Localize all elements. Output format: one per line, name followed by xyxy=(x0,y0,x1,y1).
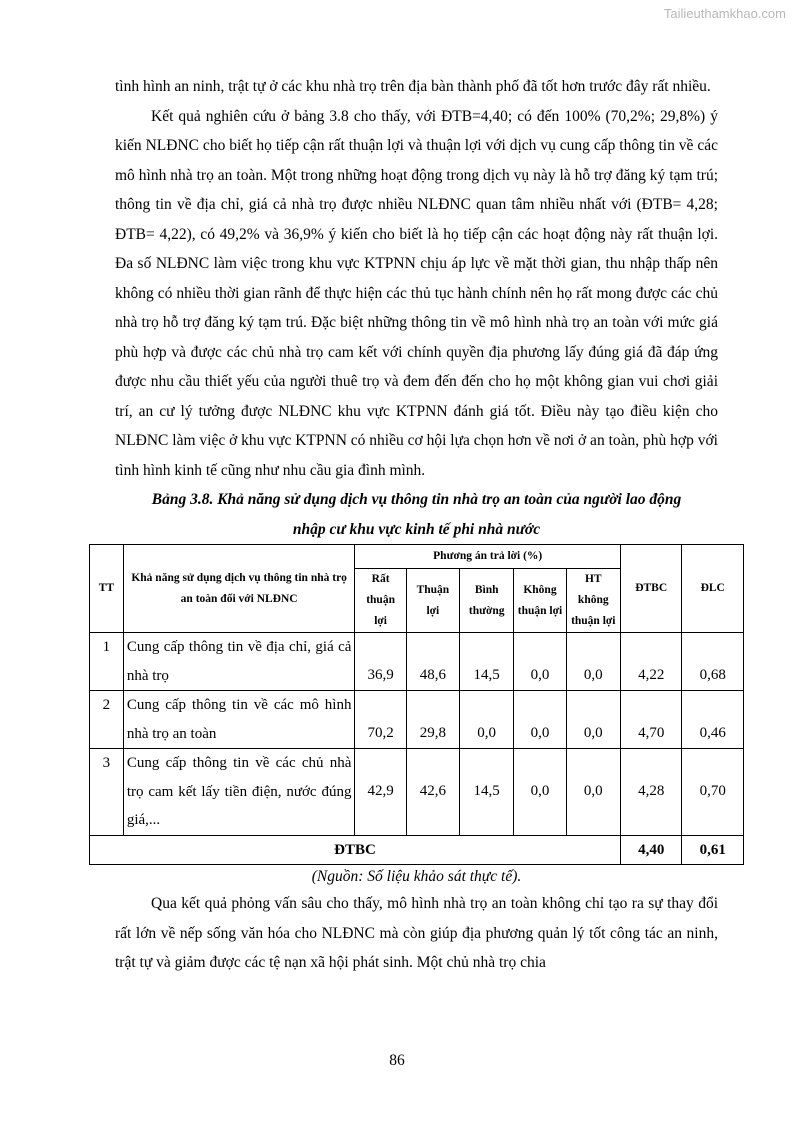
row-dtbc: 4,22 xyxy=(620,633,682,691)
row-dlc: 0,70 xyxy=(682,749,744,836)
row-value: 29,8 xyxy=(406,691,459,749)
header-opt-very-inconvenient: HT không thuận lợi xyxy=(566,569,620,633)
page-number: 86 xyxy=(389,1052,405,1069)
paragraph-3: Qua kết quả phỏng vấn sâu cho thấy, mô hình nhà trọ an toàn không chỉ tạo ra sự thay đổi rất lớn về nếp sống văn hóa cho NLĐNC mà còn giúp địa phương quản lý tốt công tác an ninh, trật tự và giảm được các tệ nạn xã hội phát sinh. Một chủ nhà trọ chia xyxy=(115,895,718,971)
header-dlc: ĐLC xyxy=(682,545,744,633)
row-value: 0,0 xyxy=(566,749,620,836)
paragraph-1: tình hình an ninh, trật tự ở các khu nhà trọ trên địa bàn thành phố đã tốt hơn trước đây rất nhiều. xyxy=(115,78,711,95)
paragraph-2: Kết quả nghiên cứu ở bảng 3.8 cho thấy, với ĐTB=4,40; có đến 100% (70,2%; 29,8%) ý kiến NLĐNC cho biết họ tiếp cận rất thuận lợi và thuận lợi với dịch vụ cung cấp thông tin về các mô hình nhà trọ an toàn. Một trong những hoạt động trong dịch vụ này là hỗ trợ đăng ký tạm trú; thông tin về địa chỉ, giá cả nhà trọ được nhiều NLĐNC quan tâm nhiều nhất với (ĐTB= 4,28; ĐTB= 4,22), có 49,2% và 36,9% ý kiến cho biết là họ tiếp cận các hoạt động này rất thuận lợi. Đa số NLĐNC làm việc trong khu vực KTPNN chịu áp lực về mặt thời gian, thu nhập thấp nên không có nhiều thời gian rãnh để thực hiện các thủ tục hành chính nên họ rất mong được các chủ nhà trọ hỗ trợ đăng ký tạm trú. Đặc biệt những thông tin về mô hình nhà trọ an toàn với mức giá phù hợp và được các chủ nhà trọ cam kết với chính quyền địa phương lấy đúng giá đã đáp ứng được nhu cầu thiết yếu của người thuê trọ và đem đến đến cho họ một không gian vui chơi giải trí, an cư lý tưởng được NLĐNC khu vực KTPNN đánh giá tốt. Điều này tạo điều kiện cho NLĐNC làm việc ở khu vực KTPNN có nhiều cơ hội lựa chọn hơn về nơi ở an toàn, phù hợp với tình hình kinh tế cũng như nhu cầu gia đình mình. xyxy=(115,107,718,479)
row-value: 70,2 xyxy=(355,691,406,749)
table-source: (Nguồn: Số liệu khảo sát thực tế). xyxy=(311,868,522,885)
row-dtbc: 4,70 xyxy=(620,691,682,749)
row-tt: 2 xyxy=(90,691,124,749)
header-opt-very-convenient: Rất thuận lợi xyxy=(355,569,406,633)
table-row xyxy=(90,633,744,691)
row-value: 36,9 xyxy=(355,633,406,691)
page-content xyxy=(98,72,726,978)
watermark: Tailieuthamkhao.com xyxy=(663,6,786,21)
row-item: Cung cấp thông tin về các mô hình nhà trọ an toàn xyxy=(123,691,355,749)
total-dtbc: 4,40 xyxy=(620,835,682,865)
data-table xyxy=(89,544,744,865)
row-value: 14,5 xyxy=(460,633,514,691)
row-value: 0,0 xyxy=(514,749,566,836)
header-opt-convenient: Thuận lợi xyxy=(406,569,459,633)
row-item: Cung cấp thông tin về địa chỉ, giá cả nhà trọ xyxy=(123,633,355,691)
row-value: 14,5 xyxy=(460,749,514,836)
row-tt: 3 xyxy=(90,749,124,836)
row-dtbc: 4,28 xyxy=(620,749,682,836)
row-dlc: 0,68 xyxy=(682,633,744,691)
row-dlc: 0,46 xyxy=(682,691,744,749)
header-opt-inconvenient: Không thuận lợi xyxy=(514,569,566,633)
total-row xyxy=(90,835,744,865)
table-caption-line-1: Bảng 3.8. Khả năng sử dụng dịch vụ thông tin nhà trọ an toàn của người lao động xyxy=(151,491,682,508)
header-opt-normal: Bình thường xyxy=(460,569,514,633)
total-dlc: 0,61 xyxy=(682,835,744,865)
table-row xyxy=(90,691,744,749)
header-item: Khả năng sử dụng dịch vụ thông tin nhà trọ an toàn đối với NLĐNC xyxy=(123,545,355,633)
table-caption-line-2: nhập cư khu vực kinh tế phi nhà nước xyxy=(292,520,541,538)
row-value: 0,0 xyxy=(460,691,514,749)
header-tt: TT xyxy=(90,545,124,633)
header-answer-group: Phương án trả lời (%) xyxy=(355,545,620,569)
row-value: 0,0 xyxy=(514,691,566,749)
row-value: 42,6 xyxy=(406,749,459,836)
total-label: ĐTBC xyxy=(90,835,621,865)
row-value: 42,9 xyxy=(355,749,406,836)
row-value: 0,0 xyxy=(514,633,566,691)
row-tt: 1 xyxy=(90,633,124,691)
row-value: 48,6 xyxy=(406,633,459,691)
row-value: 0,0 xyxy=(566,633,620,691)
header-dtbc: ĐTBC xyxy=(620,545,682,633)
row-value: 0,0 xyxy=(566,691,620,749)
row-item: Cung cấp thông tin về các chủ nhà trọ cam kết lấy tiền điện, nước đúng giá,... xyxy=(123,749,355,836)
table-row xyxy=(90,749,744,836)
